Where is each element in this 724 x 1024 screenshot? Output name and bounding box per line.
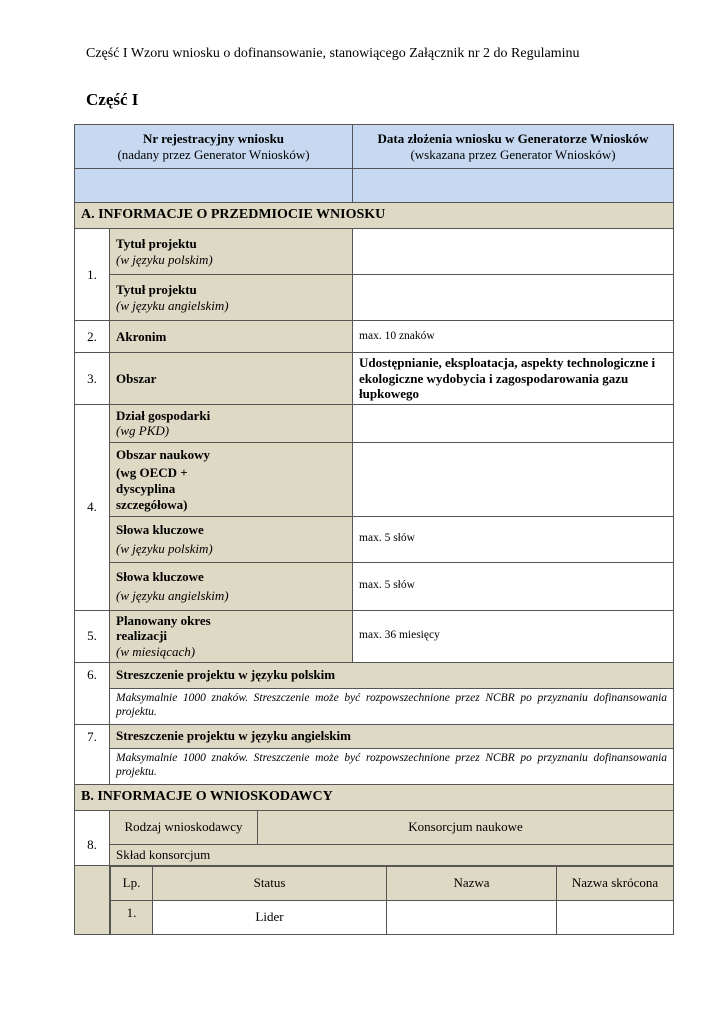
pkd-field[interactable] <box>353 404 674 442</box>
title-en-label: Tytuł projektu <box>116 281 197 297</box>
science-sub: (wg OECD + dyscyplina szczegółowa) <box>116 465 188 512</box>
summary-en-label: Streszczenie projektu w języku angielskim <box>110 724 674 748</box>
keywords-en-field[interactable]: max. 5 słów <box>353 562 674 610</box>
keywords-pl-field[interactable]: max. 5 słów <box>353 516 674 562</box>
section-b-heading: B. INFORMACJE O WNIOSKODAWCY <box>75 784 674 810</box>
row-number-3: 3. <box>75 353 110 405</box>
submission-date-title: Data złożenia wniosku w Generatorze Wniosków <box>377 130 649 146</box>
acronym-label: Akronim <box>110 321 353 353</box>
period-label-cell <box>110 610 353 662</box>
consortium-row-name-field[interactable] <box>387 900 557 934</box>
science-label: Obszar naukowy <box>116 446 211 462</box>
row-number-4: 4. <box>75 404 110 610</box>
section-a-heading: A. INFORMACJE O PRZEDMIOCIE WNIOSKU <box>75 203 674 229</box>
consortium-row-status: Lider <box>153 900 387 934</box>
row-number-5: 5. <box>75 610 110 662</box>
keywords-en-label-cell <box>110 562 353 610</box>
applicant-type-value: Konsorcjum naukowe <box>258 810 674 844</box>
title-pl-field[interactable] <box>353 229 674 275</box>
consortium-table <box>110 866 674 935</box>
row-number-8: 8. <box>75 810 110 865</box>
pkd-label: Dział gospodarki <box>116 407 211 423</box>
science-label-cell <box>110 442 353 516</box>
pkd-label-cell <box>110 404 353 442</box>
consortium-col-short: Nazwa skrócona <box>557 866 674 900</box>
consortium-left-gutter <box>75 865 110 935</box>
registration-number-sub: (nadany przez Generator Wniosków) <box>117 146 310 162</box>
title-en-label-cell <box>110 275 353 321</box>
title-pl-label: Tytuł projektu <box>116 235 197 251</box>
submission-date-field[interactable] <box>353 169 674 203</box>
part-title: Część I <box>86 90 139 109</box>
area-value: Udostępnianie, eksploatacja, aspekty technologiczne i ekologiczne wydobycia i zagospodarowania gazu łupkowego <box>353 353 674 405</box>
row-number-6: 6. <box>75 662 110 724</box>
summary-pl-label: Streszczenie projektu w języku polskim <box>110 662 674 688</box>
pkd-sub: (wg PKD) <box>116 423 170 439</box>
row-number-2: 2. <box>75 321 110 353</box>
submission-date-sub: (wskazana przez Generator Wniosków) <box>410 146 616 162</box>
period-sub: (w miesiącach) <box>116 644 196 660</box>
title-pl-sub: (w języku polskim) <box>116 251 213 267</box>
summary-en-field[interactable]: Maksymalnie 1000 znaków. Streszczenie może być rozpowszechnione przez NCBR po przyznaniu dofinansowania projektu. <box>110 748 674 784</box>
area-label: Obszar <box>110 353 353 405</box>
period-label: Planowany okres realizacji <box>116 612 211 644</box>
row-number-1: 1. <box>75 229 110 321</box>
keywords-en-label: Słowa kluczowe <box>116 569 204 585</box>
applicant-type-label: Rodzaj wnioskodawcy <box>110 810 258 844</box>
summary-pl-field[interactable]: Maksymalnie 1000 znaków. Streszczenie może być rozpowszechnione przez NCBR po przyznaniu dofinansowania projektu. <box>110 688 674 724</box>
document-header: Część I Wzoru wniosku o dofinansowanie, stanowiącego Załącznik nr 2 do Regulaminu <box>86 46 580 61</box>
keywords-en-sub: (w języku angielskim) <box>116 587 229 603</box>
science-field[interactable] <box>353 442 674 516</box>
consortium-col-lp: Lp. <box>111 866 153 900</box>
title-pl-label-cell <box>110 229 353 275</box>
title-en-field[interactable] <box>353 275 674 321</box>
consortium-row-short-field[interactable] <box>557 900 674 934</box>
consortium-col-name: Nazwa <box>387 866 557 900</box>
registration-number-header <box>75 125 353 169</box>
consortium-table-cell <box>110 865 674 935</box>
period-field[interactable]: max. 36 miesięcy <box>353 610 674 662</box>
keywords-pl-sub: (w języku polskim) <box>116 540 213 556</box>
title-en-sub: (w języku angielskim) <box>116 297 229 313</box>
application-form-table <box>74 124 674 935</box>
row-number-7: 7. <box>75 724 110 784</box>
consortium-col-status: Status <box>153 866 387 900</box>
acronym-field[interactable]: max. 10 znaków <box>353 321 674 353</box>
consortium-row-lp: 1. <box>111 900 153 934</box>
keywords-pl-label: Słowa kluczowe <box>116 522 204 538</box>
submission-date-header <box>353 125 674 169</box>
keywords-pl-label-cell <box>110 516 353 562</box>
consortium-composition-label: Skład konsorcjum <box>110 844 674 865</box>
registration-number-title: Nr rejestracyjny wniosku <box>142 130 285 146</box>
registration-number-field[interactable] <box>75 169 353 203</box>
